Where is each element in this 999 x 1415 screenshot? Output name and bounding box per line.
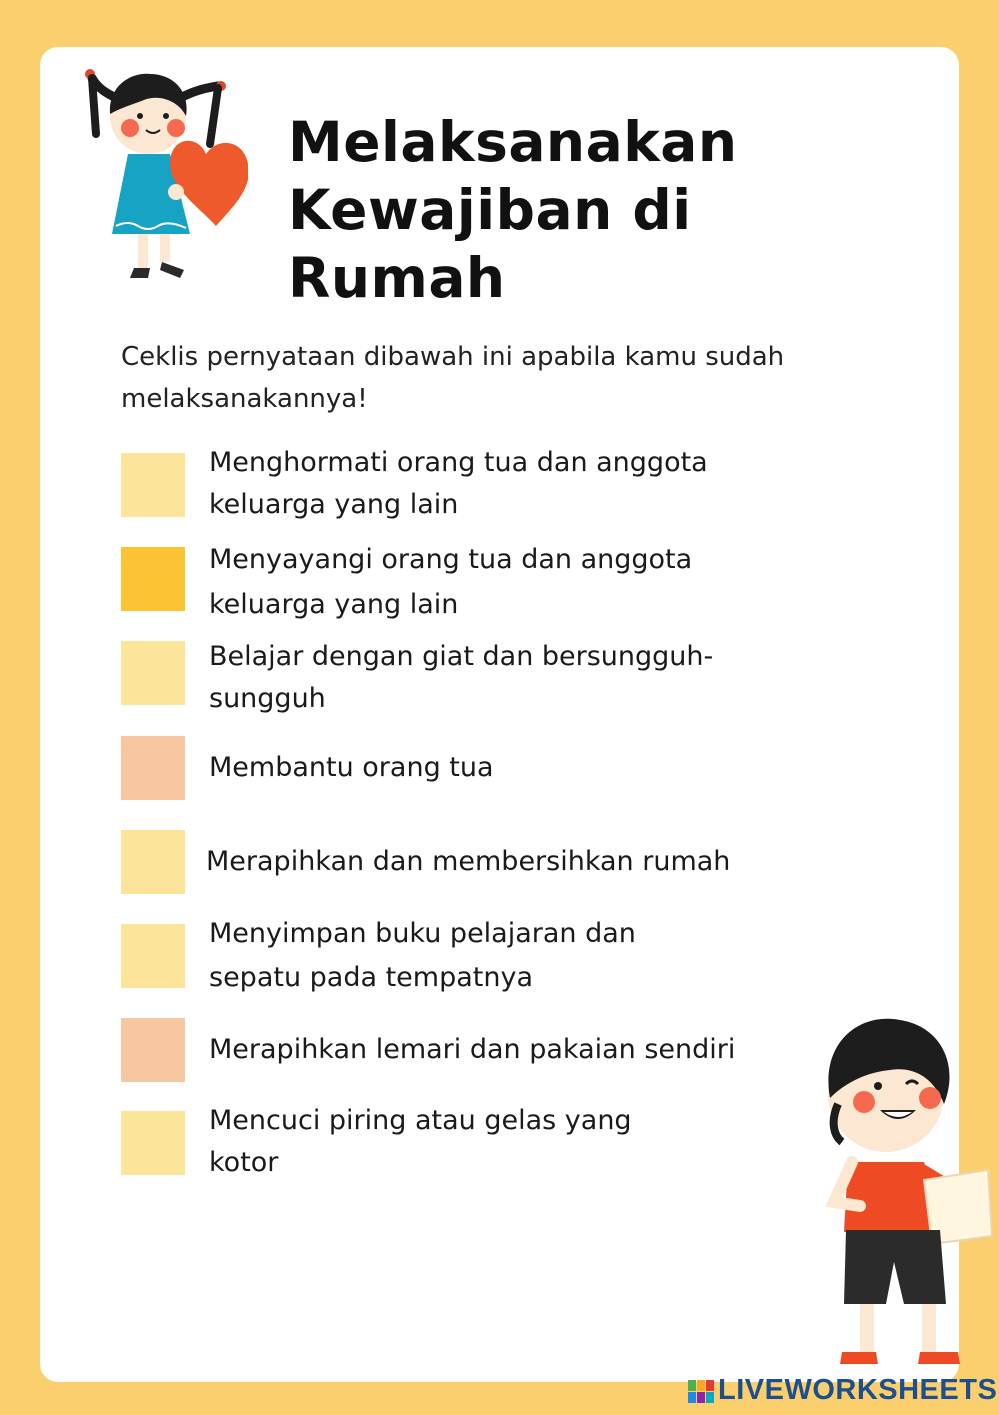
item-label-1: Menghormati orang tua dan anggota keluarga yang lain [209, 447, 708, 520]
checkbox-item-3[interactable] [121, 641, 185, 705]
title-line-1: Melaksanakan [288, 110, 738, 174]
checkbox-item-4[interactable] [121, 736, 185, 800]
item-label-4: Membantu orang tua [209, 752, 494, 783]
item-label-7: Merapihkan lemari dan pakaian sendiri [209, 1034, 736, 1065]
checkbox-item-7[interactable] [121, 1018, 185, 1082]
checkbox-item-8[interactable] [121, 1111, 185, 1175]
checkbox-item-6[interactable] [121, 924, 185, 988]
item-label-6: Menyimpan buku pelajaran dan sepatu pada tempatnya [209, 918, 636, 993]
checkbox-item-1[interactable] [121, 453, 185, 517]
liveworksheets-logo-icon [688, 1380, 716, 1404]
item-label-8: Mencuci piring atau gelas yang kotor [209, 1105, 632, 1178]
item-label-2: Menyayangi orang tua dan anggota keluarga yang lain [209, 544, 693, 620]
checkbox-item-5[interactable] [121, 830, 185, 894]
title-line-2: Kewajiban di Rumah [288, 178, 692, 310]
page-title [288, 108, 928, 312]
item-label-5: Merapihkan dan membersihkan rumah [206, 846, 731, 877]
boy-with-paper-illustration [820, 1012, 998, 1377]
liveworksheets-brand[interactable]: LIVEWORKSHEETS [718, 1374, 998, 1406]
item-label-3: Belajar dengan giat dan bersungguh-sungguh [209, 641, 714, 714]
girl-with-heart-illustration [78, 64, 248, 286]
checkbox-item-2[interactable] [121, 547, 185, 611]
instruction-text: Ceklis pernyataan dibawah ini apabila kamu sudah melaksanakannya! [121, 342, 785, 414]
